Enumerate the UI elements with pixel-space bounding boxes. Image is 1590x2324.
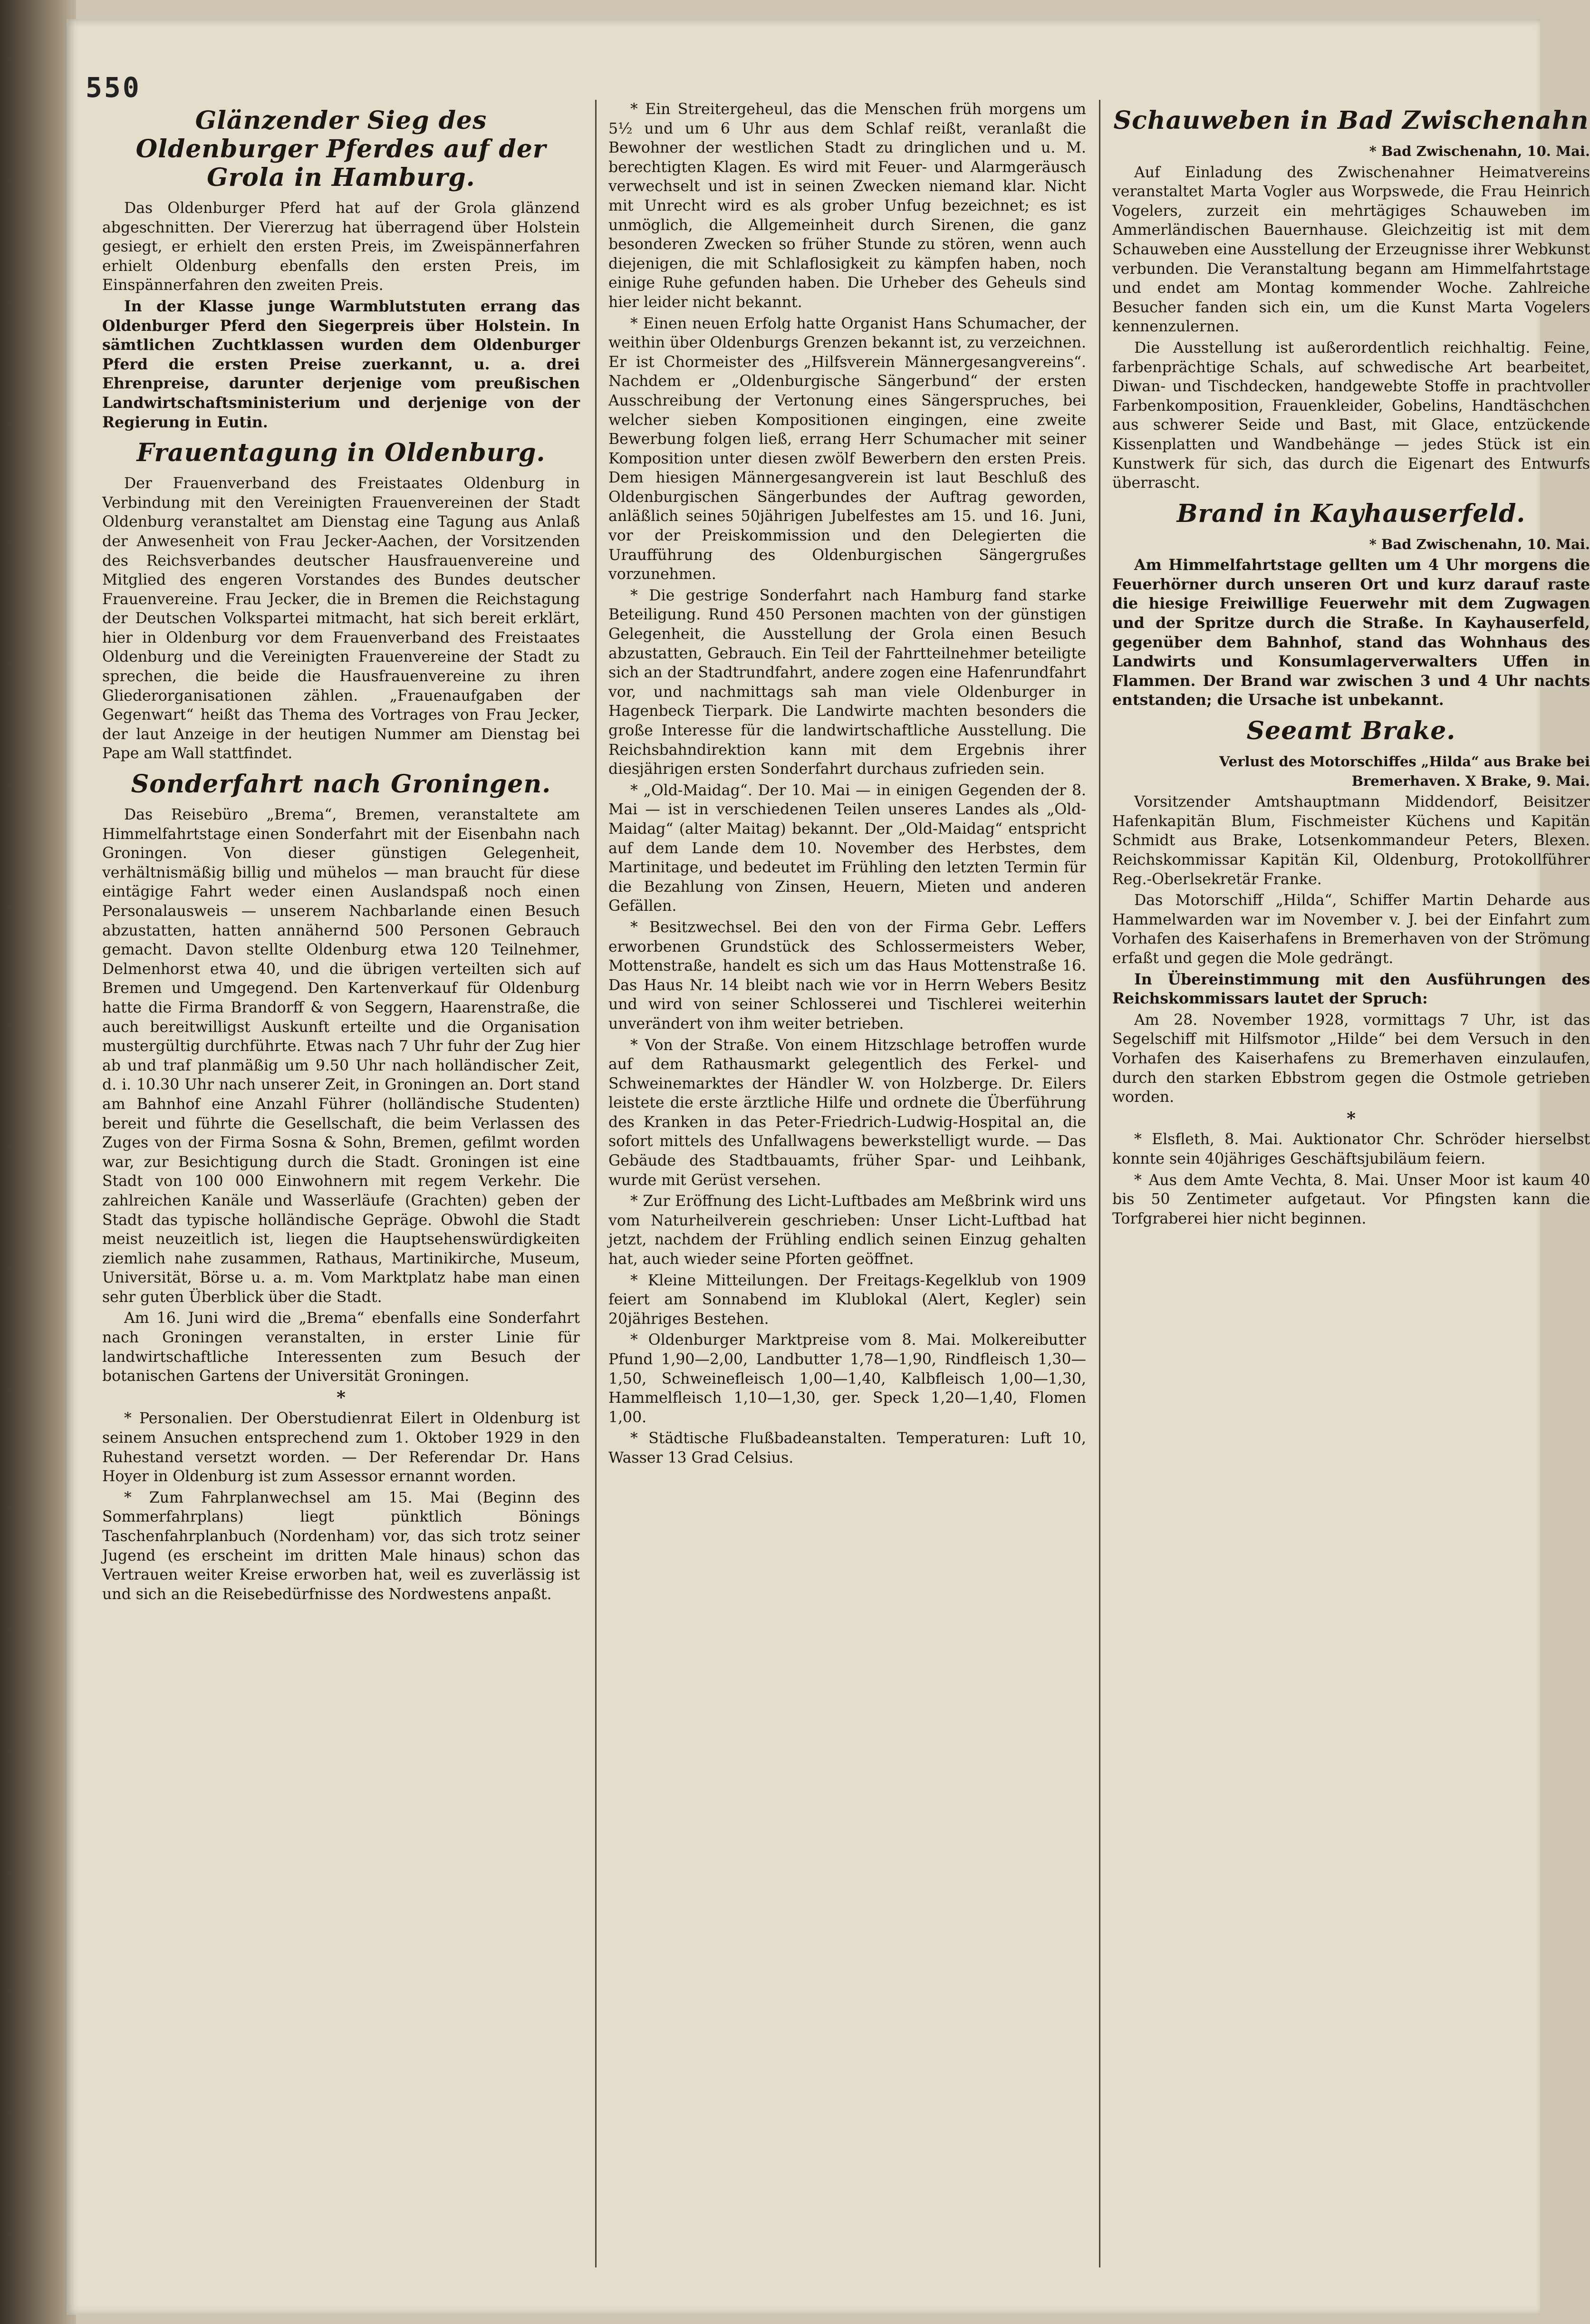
article-title: Sonderfahrt nach Groningen. bbox=[131, 770, 551, 799]
news-item: * Zur Eröffnung des Licht-Luftbades am Meßbrink wird uns vom Naturheilverein geschrieben: Unser Licht-Luftbad hat jetzt, nachdem der Frühling endlich seinen Einzug gehalten hat, auch wieder seine Pforten geöffnet. bbox=[608, 1193, 1086, 1268]
news-item: * Städtische Flußbadeanstalten. Temperaturen: Luft 10, Wasser 13 Grad Celsius. bbox=[608, 1430, 1086, 1466]
column-1 bbox=[102, 100, 580, 2291]
article-paragraph: Am 16. Juni wird die „Brema“ ebenfalls eine Sonderfahrt nach Groningen veranstalten, in erster Linie für landwirtschaftliche Interessenten zum Besuch der botanischen Gartens der Universität Groningen. bbox=[102, 1310, 580, 1385]
news-item: * Zum Fahrplanwechsel am 15. Mai (Beginn des Sommerfahrplans) liegt pünktlich Bönings Taschenfahrplanbuch (Nordenham) vor, das sich trotz seiner Jugend (es erscheint im dritten Male hinaus) schon das Vertrauen weiter Kreise erworben hat, weil es zuverlässig ist und sich an die Reisebedürfnisse des Nordwestens anpaßt. bbox=[102, 1489, 580, 1603]
article-paragraph: Vorsitzender Amtshauptmann Middendorf, Beisitzer Hafenkapitän Blum, Fischmeister Küchens und Kapitän Schmidt aus Brake, Lotsenkommandeur Peters, Blexen. Reichskommissar Kapitän Kil, Oldenburg, Protokollführer Reg.-Oberlsekretär Franke. bbox=[1112, 793, 1590, 888]
article-title: Glänzender Sieg des Oldenburger Pferdes auf der Grola in Hamburg. bbox=[135, 106, 547, 192]
dateline: * Bad Zwischenahn, 10. Mai. bbox=[1369, 143, 1590, 159]
news-item: * Personalien. Der Oberstudienrat Eilert in Oldenburg ist seinem Ansuchen entsprechend zum 1. Oktober 1929 in den Ruhestand versetzt worden. — Der Referendar Dr. Hans Hoyer in Oldenburg ist zum Assessor ernannt worden. bbox=[102, 1410, 580, 1485]
article-paragraph: Am Himmelfahrtstage gellten um 4 Uhr morgens die Feuerhörner durch unseren Ort und kurz darauf raste die hiesige Freiwillige Feuerwehr mit dem Zugwagen und der Spritze durch die Straße. In Kayhauserfeld, gegenüber dem Bahnhof, stand das Wohnhaus des Landwirts und Konsumlagerverwalters Uffen in Flammen. Der Brand war zwischen 3 und 4 Uhr nachts entstanden; die Ursache ist unbekannt. bbox=[1112, 556, 1590, 709]
book-binding bbox=[0, 0, 76, 2324]
dateline: * Bad Zwischenahn, 10. Mai. bbox=[1369, 536, 1590, 552]
news-item: * Kleine Mitteilungen. Der Freitags-Kegelklub von 1909 feiert am Sonnabend im Klublokal (Alert, Kegler) sein 20jähriges Bestehen. bbox=[608, 1272, 1086, 1328]
news-item: * Von der Straße. Von einem Hitzschlage betroffen wurde auf dem Rathausmarkt gelegentlich des Ferkel- und Schweinemarktes der Händler W. von Holzberge. Dr. Eilers leistete die erste ärztliche Hilfe und ordnete die Überführung des Kranken in das Peter-Friedrich-Ludwig-Hospital an, die sofort mittels des Unfallwagens bewerkstelligt wurde. — Das Gebäude des Stadtbauamts, früher Spar- und Leihbank, wurde mit Gerüst versehen. bbox=[608, 1036, 1086, 1189]
news-item: * Aus dem Amte Vechta, 8. Mai. Unser Moor ist kaum 40 bis 50 Zentimeter aufgetaut. Vor Pfingsten kann die Torfgraberei hier nicht beginnen. bbox=[1112, 1171, 1590, 1227]
news-item: * Besitzwechsel. Bei den von der Firma Gebr. Leffers erworbenen Grundstück des Schlossermeisters Weber, Mottenstraße, handelt es sich um das Haus Mottenstraße 16. Das Haus Nr. 14 bleibt nach wie vor in Herrn Webers Besitz und wird von seiner Schlosserei und Tischlerei weiterhin unverändert von ihm weiter betrieben. bbox=[608, 918, 1086, 1032]
news-item: * Einen neuen Erfolg hatte Organist Hans Schumacher, der weithin über Oldenburgs Grenzen bekannt ist, zu verzeichnen. Er ist Chormeister des „Hilfsverein Männergesangvereins“. Nachdem er „Oldenburgische Sängerbund“ der ersten Ausschreibung der Vertonung eines Sängerspruches, bei welcher sieben Kompositionen eingingen, eine zweite Bewerbung folgen ließ, errang Herr Schumacher mit seiner Komposition unter diesen zwölf Bewerbern den ersten Preis. Dem hiesigen Männergesangverein ist laut Beschluß des Oldenburgischen Sängerbundes der Auftrag geworden, anläßlich seines 50jährigen Jubelfestes am 15. und 16. Juni, vor der Preiskommission und den Delegierten die Uraufführung des Oldenburgischen Sängergrußes vorzunehmen. bbox=[608, 315, 1086, 583]
article-title: Brand in Kayhauserfeld. bbox=[1176, 499, 1526, 528]
section-separator: * bbox=[337, 1387, 346, 1408]
news-item: * „Old-Maidag“. Der 10. Mai — in einigen Gegenden der 8. Mai — ist in verschiedenen Teilen unseres Landes als „Old-Maidag“ (alter Maitag) bekannt. Der „Old-Maidag“ entspricht auf dem Lande dem 10. November des Herbstes, dem Martinitage, und bedeutet im Frühling den letzten Termin für die Bezahlung von Zinsen, Heuern, Mieten und anderen Gefällen. bbox=[608, 781, 1086, 915]
article-paragraph: Das Reisebüro „Brema“, Bremen, veranstaltete am Himmelfahrtstage einen Sonderfahrt mit der Eisenbahn nach Groningen. Von dieser günstigen Gelegenheit, verhältnismäßig billig und mühelos — man braucht für diese eintägige Fahrt weder einen Auslandspaß noch einen Personalausweis — unserem Nachbarlande einen Besuch abzustatten, hatten annähernd 500 Personen Gebrauch gemacht. Davon stellte Oldenburg etwa 120 Teilnehmer, Delmenhorst etwa 40, und die übrigen verteilten sich auf Bremen und Umgegend. Den Kartenverkauf für Oldenburg hatte die Firma Brandorff & von Seggern, Haarenstraße, die auch bereitwilligst Auskunft erteilte und die Organisation mustergültig durchführte. Etwas nach 7 Uhr fuhr der Zug hier ab und traf planmäßig um 9.50 Uhr nach holländischer Zeit, d. i. 10.30 Uhr nach unserer Zeit, in Groningen an. Dort stand am Bahnhof eine Anzahl Führer (holländische Studenten) bereit und führte die Gesellschaft, die beim Verlassen des Zuges von der Firma Sosna & Sohn, Bremen, gefilmt worden war, zur Besichtigung durch die Stadt. Groningen ist eine Stadt von 100 000 Einwohnern mit regem Verkehr. Die zahlreichen Kanäle und Wasserläufe (Grachten) geben der Stadt das typische holländische Gepräge. Obwohl die Stadt meist neuzeitlich ist, liegen die Hauptsehenswürdigkeiten ziemlich nahe zusammen, Rathaus, Martinikirche, Museum, Universität, Börse u. a. m. Vom Marktplatz habe man einen sehr guten Überblick über die Stadt. bbox=[102, 806, 580, 1306]
article-paragraph: Am 28. November 1928, vormittags 7 Uhr, ist das Segelschiff mit Hilfsmotor „Hilde“ bei dem Versuch in den Vorhafen des Kaiserhafens zu Bremerhaven einzulaufen, durch den starken Ebbstrom gegen die Ostmole getrieben worden. bbox=[1112, 1011, 1590, 1106]
news-item: * Elsfleth, 8. Mai. Auktionator Chr. Schröder hierselbst konnte sein 40jähriges Geschäftsjubiläum feiern. bbox=[1112, 1131, 1590, 1167]
news-item: * Oldenburger Marktpreise vom 8. Mai. Molkereibutter Pfund 1,90—2,00, Landbutter 1,78—1,90, Rindfleisch 1,30—1,50, Schweinefleisch 1,00—1,40, Kalbfleisch 1,00—1,30, Hammelfleisch 1,10—1,30, ger. Speck 1,20—1,40, Flomen 1,00. bbox=[608, 1331, 1086, 1426]
column-2 bbox=[608, 100, 1086, 2291]
column-divider bbox=[595, 100, 597, 2267]
article-paragraph: In der Klasse junge Warmblutstuten errang das Oldenburger Pferd den Siegerpreis über Holstein. In sämtlichen Zuchtklassen wurden dem Oldenburger Pferd die ersten Preise zuerkannt, u. a. drei Ehrenpreise, darunter derjenige vom preußischen Landwirtschaftsministerium und derjenige von der Regierung in Eutin. bbox=[102, 297, 580, 431]
dateline: Verlust des Motorschiffes „Hilda“ aus Brake bei Bremerhaven. X Brake, 9. Mai. bbox=[1219, 753, 1590, 789]
news-item: * Ein Streitergeheul, das die Menschen früh morgens um 5½ und um 6 Uhr aus dem Schlaf reißt, veranlaßt die Bewohner der westlichen Stadt zu dringlichen und u. M. berechtigten Klagen. Es wird mit Feuer- und Alarmgeräusch verwechselt und ist in seinen Zwecken niemand klar. Nicht mit Unrecht wird es als grober Unfug bezeichnet; es ist unmöglich, die Allgemeinheit durch Sirenen, die ganz besonderen Zwecken so früher Stunde zu stören, wenn auch diejenigen, die mit Schlaflosigkeit zu kämpfen haben, noch einige Ruhe gefunden haben. Die Urheber des Geheuls sind hier leider nicht bekannt. bbox=[608, 101, 1086, 311]
section-separator: * bbox=[1347, 1108, 1356, 1128]
article-paragraph: In Übereinstimmung mit den Ausführungen des Reichskommissars lautet der Spruch: bbox=[1112, 970, 1590, 1008]
article-paragraph: Auf Einladung des Zwischenahner Heimatvereins veranstaltet Marta Vogler aus Worpswede, die Frau Heinrich Vogelers, zurzeit ein mehrtägiges Schauweben im Ammerländischen Bauernhause. Gleichzeitig ist mit dem Schauweben eine Ausstellung der Erzeugnisse ihrer Webkunst verbunden. Die Veranstaltung begann am Himmelfahrtstage und endet am Montag kommender Woche. Zahlreiche Besucher fanden sich ein, um die Kunst Marta Vogelers kennenzulernen. bbox=[1112, 164, 1590, 336]
article-paragraph: Das Oldenburger Pferd hat auf der Grola glänzend abgeschnitten. Der Viererzug hat überragend über Holstein gesiegt, er erhielt den ersten Preis, im Zweispännerfahren erhielt Oldenburg ebenfalls den ersten Preis, im Einspännerfahren den zweiten Preis. bbox=[102, 200, 580, 294]
article-paragraph: Der Frauenverband des Freistaates Oldenburg in Verbindung mit den Vereinigten Frauenvereinen der Stadt Oldenburg veranstaltet am Dienstag eine Tagung aus Anlaß der Anwesenheit von Frau Jecker-Aachen, der Vorsitzenden des Reichsverbandes deutscher Hausfrauenvereine und Mitglied des engeren Vorstandes des Bundes deutscher Frauenvereine. Frau Jecker, die in Bremen die Reichstagung der Deutschen Volkspartei mitmacht, hat sich bereit erklärt, hier in Oldenburg vor dem Frauenverband des Freistaates Oldenburg und die Vereinigten Frauenvereine der Stadt zu sprechen, die beide die Hausfrauenvereine zu ihren Gliederorganisationen zählen. „Frauenaufgaben der Gegenwart“ heißt das Thema des Vortrages von Frau Jecker, der laut Anzeige in der heutigen Nummer am Dienstag bei Pape am Wall stattfindet. bbox=[102, 475, 580, 762]
article-title: Seeamt Brake. bbox=[1246, 716, 1456, 746]
article-paragraph: Das Motorschiff „Hilda“, Schiffer Martin Deharde aus Hammelwarden war im November v. J. bei der Einfahrt zum Vorhafen des Kaiserhafens in Bremerhaven von der Strömung erfaßt und gegen die Mole gedrängt. bbox=[1112, 892, 1590, 967]
article-paragraph: Die Ausstellung ist außerordentlich reichhaltig. Feine, farbenprächtige Schals, auf schwedische Art bearbeitet, Diwan- und Tischdecken, handgewebte Stoffe in prachtvoller Farbenkomposition, Frauenkleider, Gobelins, Handtäschchen aus schwerer Seide und Bast, mit Glace, entzückende Kissenplatten und Wandbehänge — jedes Stück ist ein Kunstwerk für sich, das durch die Eigenart des Entwurfs überrascht. bbox=[1112, 339, 1590, 492]
column-divider bbox=[1099, 100, 1100, 2267]
article-title: Schauweben in Bad Zwischenahn bbox=[1113, 106, 1589, 135]
article-title: Frauentagung in Oldenburg. bbox=[136, 438, 546, 468]
page-number: 550 bbox=[86, 71, 141, 104]
column-3 bbox=[1112, 100, 1590, 2291]
news-item: * Die gestrige Sonderfahrt nach Hamburg fand starke Beteiligung. Rund 450 Personen machten von der günstigen Gelegenheit, die Ausstellung der Grola einen Besuch abzustatten, Gebrauch. Ein Teil der Fahrtteilnehmer beteiligte sich an der Stadtrundfahrt, andere zogen eine Hafenrundfahrt vor, und nachmittags sah man viele Oldenburger in Hagenbeck Tierpark. Die Landwirte machten besonders die große Interesse für die landwirtschaftliche Ausstellung. Die Reichsbahndirektion kann mit dem Ergebnis ihrer diesjährigen ersten Sonderfahrt durchaus zufrieden sein. bbox=[608, 587, 1086, 778]
